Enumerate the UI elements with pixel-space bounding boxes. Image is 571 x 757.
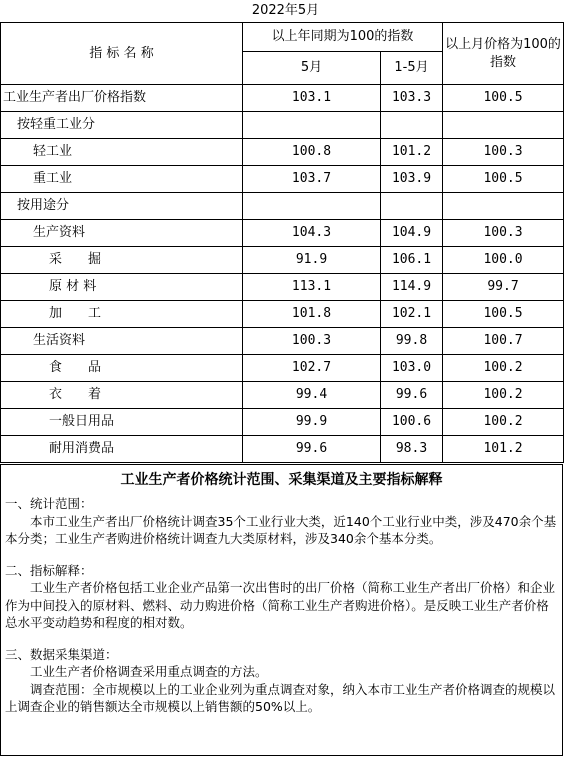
value-month: 99.4 (243, 382, 381, 409)
scope-body: 本市工业生产者出厂价格统计调查35个工业行业大类，近140个工业行业中类，涉及470余个基本分类；工业生产者购进价格统计调查九大类原材料，涉及340余个基本分类。 (5, 513, 557, 546)
table-row (1, 328, 564, 355)
value-prev-month: 100.5 (443, 301, 564, 328)
definition-body: 工业生产者价格包括工业企业产品第一次出售时的出厂价格（简称工业生产者出厂价格）和企业作为中间投入的原材料、燃料、动力购进价格（简称工业生产者购进价格）。是反映工业生产者价格总水平变动趋势和程度的相对数。 (5, 580, 556, 630)
table-row (1, 166, 564, 193)
row-name: 原 材 料 (1, 274, 243, 301)
table-row (1, 139, 564, 166)
row-name: 生活资料 (1, 328, 243, 355)
value-month: 102.7 (243, 355, 381, 382)
value-month: 103.1 (243, 85, 381, 112)
value-prev-month: 101.2 (443, 436, 564, 463)
value-prev-month: 100.3 (443, 139, 564, 166)
col-prev-month-header: 以上月价格为100的指数 (443, 23, 564, 85)
group-header: 以上年同期为100的指数 (243, 23, 443, 52)
value-prev-month: 100.3 (443, 220, 564, 247)
value-prev-month: 100.2 (443, 409, 564, 436)
notes-section (0, 464, 563, 756)
value-month: 91.9 (243, 247, 381, 274)
value-ytd: 104.9 (381, 220, 443, 247)
page-title: 2022年5月 (251, 3, 320, 18)
value-ytd (381, 193, 443, 220)
value-prev-month: 100.5 (443, 166, 564, 193)
value-month: 104.3 (243, 220, 381, 247)
value-month (243, 112, 381, 139)
value-prev-month (443, 193, 564, 220)
col-ytd-header: 1-5月 (381, 52, 443, 85)
value-ytd: 103.0 (381, 355, 443, 382)
channel-body-scope: 调查范围：全市规模以上的工业企业列为重点调查对象，纳入本市工业生产者价格调查的规模以上调查企业的销售额达全市规模以上销售额的50%以上。 (5, 681, 556, 714)
value-prev-month: 100.2 (443, 382, 564, 409)
value-month: 103.7 (243, 166, 381, 193)
value-ytd: 99.8 (381, 328, 443, 355)
row-name: 耐用消费品 (1, 436, 243, 463)
value-prev-month: 100.7 (443, 328, 564, 355)
row-name: 按用途分 (1, 193, 243, 220)
value-month: 99.6 (243, 436, 381, 463)
value-ytd: 103.3 (381, 85, 443, 112)
value-ytd: 103.9 (381, 166, 443, 193)
table-row (1, 247, 564, 274)
table-row (1, 355, 564, 382)
notes-heading: 工业生产者价格统计范围、采集渠道及主要指标解释 (120, 472, 443, 488)
value-month (243, 193, 381, 220)
value-ytd: 100.6 (381, 409, 443, 436)
table-row (1, 112, 564, 139)
value-month: 100.3 (243, 328, 381, 355)
row-name: 加 工 (1, 301, 243, 328)
header-row-1 (1, 23, 564, 52)
value-prev-month: 100.0 (443, 247, 564, 274)
value-month: 101.8 (243, 301, 381, 328)
value-ytd (381, 112, 443, 139)
value-month: 113.1 (243, 274, 381, 301)
row-name: 一般日用品 (1, 409, 243, 436)
value-ytd: 106.1 (381, 247, 443, 274)
table-row (1, 409, 564, 436)
table-row (1, 301, 564, 328)
value-ytd: 99.6 (381, 382, 443, 409)
table-row (1, 220, 564, 247)
row-name: 食 品 (1, 355, 243, 382)
table-row (1, 436, 564, 463)
row-name: 工业生产者出厂价格指数 (1, 85, 243, 112)
value-ytd: 101.2 (381, 139, 443, 166)
row-name: 采 掘 (1, 247, 243, 274)
value-ytd: 114.9 (381, 274, 443, 301)
value-prev-month: 100.5 (443, 85, 564, 112)
row-name: 轻工业 (1, 139, 243, 166)
price-index-table (0, 22, 564, 463)
col-month-header: 5月 (243, 52, 381, 85)
table-row (1, 85, 564, 112)
value-prev-month: 100.2 (443, 355, 564, 382)
col-name-header: 指 标 名 称 (1, 23, 243, 85)
value-prev-month (443, 112, 564, 139)
row-name: 衣 着 (1, 382, 243, 409)
table-row (1, 193, 564, 220)
value-prev-month: 99.7 (443, 274, 564, 301)
channel-body-method: 工业生产者价格调查采用重点调查的方法。 (30, 664, 268, 679)
value-month: 100.8 (243, 139, 381, 166)
value-ytd: 98.3 (381, 436, 443, 463)
row-name: 按轻重工业分 (1, 112, 243, 139)
table-row (1, 274, 564, 301)
value-month: 99.9 (243, 409, 381, 436)
channel-title: 三、数据采集渠道： (5, 646, 118, 662)
table-row (1, 382, 564, 409)
row-name: 重工业 (1, 166, 243, 193)
scope-title: 一、统计范围： (5, 496, 93, 511)
definition-title: 二、指标解释： (5, 562, 93, 578)
row-name: 生产资料 (1, 220, 243, 247)
value-ytd: 102.1 (381, 301, 443, 328)
